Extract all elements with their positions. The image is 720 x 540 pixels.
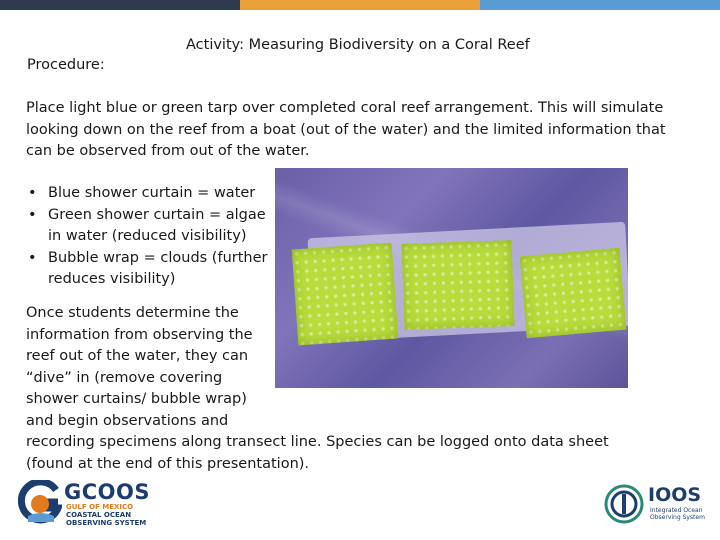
list-item — [26, 183, 276, 205]
gcoos-logo — [18, 480, 148, 526]
bullet-dot: • — [28, 206, 37, 223]
bullet-dot: • — [28, 185, 37, 201]
procedure-label: Procedure: — [27, 57, 105, 73]
ioos-name: IOOS — [648, 484, 702, 506]
closing-text: Once students determine the information from observing the reef out of the water, they can “dive” in (remove covering shower curtains/ bubble wrap) and begin observations and recording specimens along transect line. Species can be logged onto data sheet (found at the end of this presentation). — [26, 305, 609, 472]
intro-paragraph: Place light blue or green tarp over completed coral reef arrangement. This will simulate looking down on the reef from a boat (out of the water) and the limited information that can be observed from out of the water. — [26, 100, 666, 159]
slide-title: Activity: Measuring Biodiversity on a Coral Reef — [186, 37, 530, 53]
accent-bar-left — [0, 0, 240, 10]
bullet-list — [26, 183, 276, 291]
ioos-tagline-1: Integrated Ocean — [650, 507, 703, 514]
ioos-logo — [604, 484, 710, 526]
coral-reef-photo — [275, 168, 628, 388]
top-accent-bar — [0, 0, 720, 10]
photo-green-pad — [292, 243, 398, 346]
gcoos-tagline-1: GULF OF MEXICO — [66, 503, 134, 511]
photo-green-pad — [402, 240, 515, 330]
gcoos-name: GCOOS — [64, 480, 150, 504]
list-item — [26, 205, 276, 248]
ioos-tagline-2: Observing System — [650, 514, 705, 521]
bullet-text: Blue shower curtain = water — [48, 185, 256, 201]
gcoos-tagline-3: OBSERVING SYSTEM — [66, 519, 147, 527]
list-item — [26, 248, 276, 291]
gcoos-tagline-2: COASTAL OCEAN — [66, 511, 132, 519]
gcoos-emblem-icon — [18, 480, 62, 526]
ioos-emblem-icon — [604, 484, 644, 524]
bullet-text: Bubble wrap = clouds (further reduces visibility) — [48, 249, 268, 287]
bullet-dot: • — [28, 249, 37, 266]
accent-bar-middle — [240, 0, 480, 10]
bullet-text: Green shower curtain = algae in water (reduced visibility) — [48, 206, 266, 244]
photo-green-pad — [520, 248, 627, 338]
accent-bar-right — [480, 0, 720, 10]
